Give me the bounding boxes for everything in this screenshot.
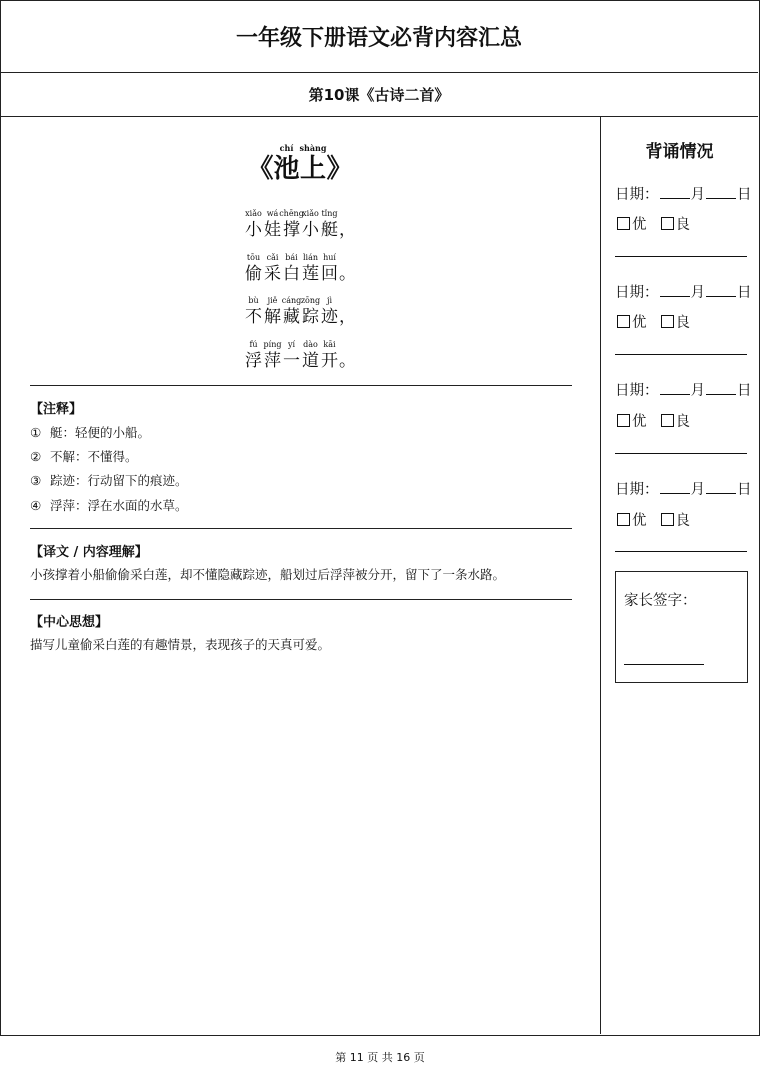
checkbox-fair[interactable] <box>661 513 674 526</box>
theme-heading: 【中心思想】 <box>30 615 109 630</box>
pinyin: xiǎo <box>245 209 262 218</box>
grade-options: 优 良 <box>617 410 690 431</box>
pinyin: cǎi <box>266 253 279 262</box>
main-content <box>0 117 601 1034</box>
page-footer: 第 11 页 共 16 页 <box>335 1051 425 1064</box>
divider <box>615 551 747 552</box>
title-open-bracket: 《 <box>247 154 274 184</box>
hanzi: 采 <box>264 264 281 284</box>
translation-text: 小孩撑着小船偷偷采白莲，却不懂隐藏踪迹，船划过后浮萍被分开，留下了一条水路。 <box>30 567 506 582</box>
parent-signature-box[interactable] <box>615 571 748 683</box>
divider <box>30 599 572 600</box>
note-item <box>30 471 188 489</box>
note-number: ③ <box>30 473 42 488</box>
lesson-title: 第10课《古诗二首》 <box>0 73 758 117</box>
divider <box>615 453 747 454</box>
note-text: 艇：轻便的小船。 <box>50 425 151 440</box>
pinyin: shàng <box>299 143 327 153</box>
divider <box>30 528 572 529</box>
pinyin: xiǎo <box>302 209 319 218</box>
punctuation: 。 <box>339 264 356 284</box>
checkbox-good[interactable] <box>617 315 630 328</box>
hanzi: 小 <box>302 220 319 240</box>
hanzi: 上 <box>300 154 327 184</box>
note-text: 踪迹：行动留下的痕迹。 <box>50 473 188 488</box>
hanzi: 道 <box>302 351 319 371</box>
hanzi: 萍 <box>264 351 281 371</box>
note-item <box>30 447 138 465</box>
recitation-heading: 背诵情况 <box>645 142 714 162</box>
checkbox-fair[interactable] <box>661 315 674 328</box>
grade-options: 优 良 <box>617 213 690 234</box>
hanzi: 浮 <box>245 351 262 371</box>
hanzi: 解 <box>264 307 281 327</box>
recitation-sidebar <box>601 117 758 1034</box>
hanzi: 撑 <box>283 220 300 240</box>
pinyin: chēng <box>279 209 304 218</box>
date-field[interactable]: 日期： 月 日 <box>615 478 752 499</box>
poem-line <box>244 332 356 372</box>
hanzi: 开 <box>321 351 338 371</box>
hanzi: 回 <box>321 264 338 284</box>
pinyin: chí <box>279 143 294 153</box>
punctuation: 。 <box>339 351 356 371</box>
checkbox-fair[interactable] <box>661 414 674 427</box>
pinyin: tōu <box>246 253 261 262</box>
hanzi: 一 <box>283 351 300 371</box>
pinyin: bù <box>248 296 259 305</box>
pinyin: tǐng <box>321 209 338 218</box>
note-text: 不解：不懂得。 <box>50 449 138 464</box>
grade-options: 优 良 <box>617 311 690 332</box>
notes-heading: 【注释】 <box>30 402 83 417</box>
hanzi: 藏 <box>283 307 300 327</box>
pinyin: wá <box>266 209 279 218</box>
translation-heading: 【译文 / 内容理解】 <box>30 545 148 560</box>
hanzi: 踪 <box>302 307 319 327</box>
note-item <box>30 496 188 514</box>
divider <box>615 354 747 355</box>
note-item <box>30 423 150 441</box>
pinyin: cáng <box>281 296 302 305</box>
pinyin: jì <box>326 296 333 305</box>
punctuation: ， <box>339 220 356 240</box>
date-field[interactable]: 日期： 月 日 <box>615 183 752 204</box>
pinyin: lián <box>302 253 319 262</box>
hanzi: 小 <box>245 220 262 240</box>
poem-title <box>0 143 600 185</box>
checkbox-good[interactable] <box>617 414 630 427</box>
page-title: 一年级下册语文必背内容汇总 <box>0 0 758 73</box>
hanzi: 偷 <box>245 264 262 284</box>
poem-line <box>244 245 356 285</box>
divider <box>30 385 572 386</box>
hanzi: 白 <box>283 264 300 284</box>
pinyin: yí <box>287 340 296 349</box>
pinyin: huí <box>323 253 336 262</box>
note-number: ② <box>30 449 42 464</box>
title-close-bracket: 》 <box>326 154 353 184</box>
pinyin: dào <box>303 340 318 349</box>
divider <box>615 256 747 257</box>
note-number: ① <box>30 425 42 440</box>
pinyin: zōng <box>300 296 321 305</box>
pinyin: fú <box>249 340 258 349</box>
hanzi: 艇 <box>321 220 338 240</box>
grade-options: 优 良 <box>617 509 690 530</box>
checkbox-good[interactable] <box>617 513 630 526</box>
checkbox-good[interactable] <box>617 217 630 230</box>
hanzi: 莲 <box>302 264 319 284</box>
note-text: 浮萍：浮在水面的水草。 <box>50 498 188 513</box>
date-field[interactable]: 日期： 月 日 <box>615 281 752 302</box>
pinyin: píng <box>263 340 282 349</box>
date-field[interactable]: 日期： 月 日 <box>615 379 752 400</box>
poem-line <box>244 288 356 328</box>
punctuation: ， <box>339 307 356 327</box>
hanzi: 不 <box>245 307 262 327</box>
parent-signature-label: 家长签字： <box>624 593 697 609</box>
hanzi: 迹 <box>321 307 338 327</box>
hanzi: 娃 <box>264 220 281 240</box>
poem-line <box>244 201 356 241</box>
pinyin: kāi <box>323 340 336 349</box>
checkbox-fair[interactable] <box>661 217 674 230</box>
hanzi: 池 <box>273 154 300 184</box>
signature-line[interactable] <box>624 664 704 665</box>
theme-text: 描写儿童偷采白莲的有趣情景，表现孩子的天真可爱。 <box>30 637 331 652</box>
note-number: ④ <box>30 498 42 513</box>
pinyin: bái <box>285 253 298 262</box>
pinyin: jiě <box>267 296 278 305</box>
